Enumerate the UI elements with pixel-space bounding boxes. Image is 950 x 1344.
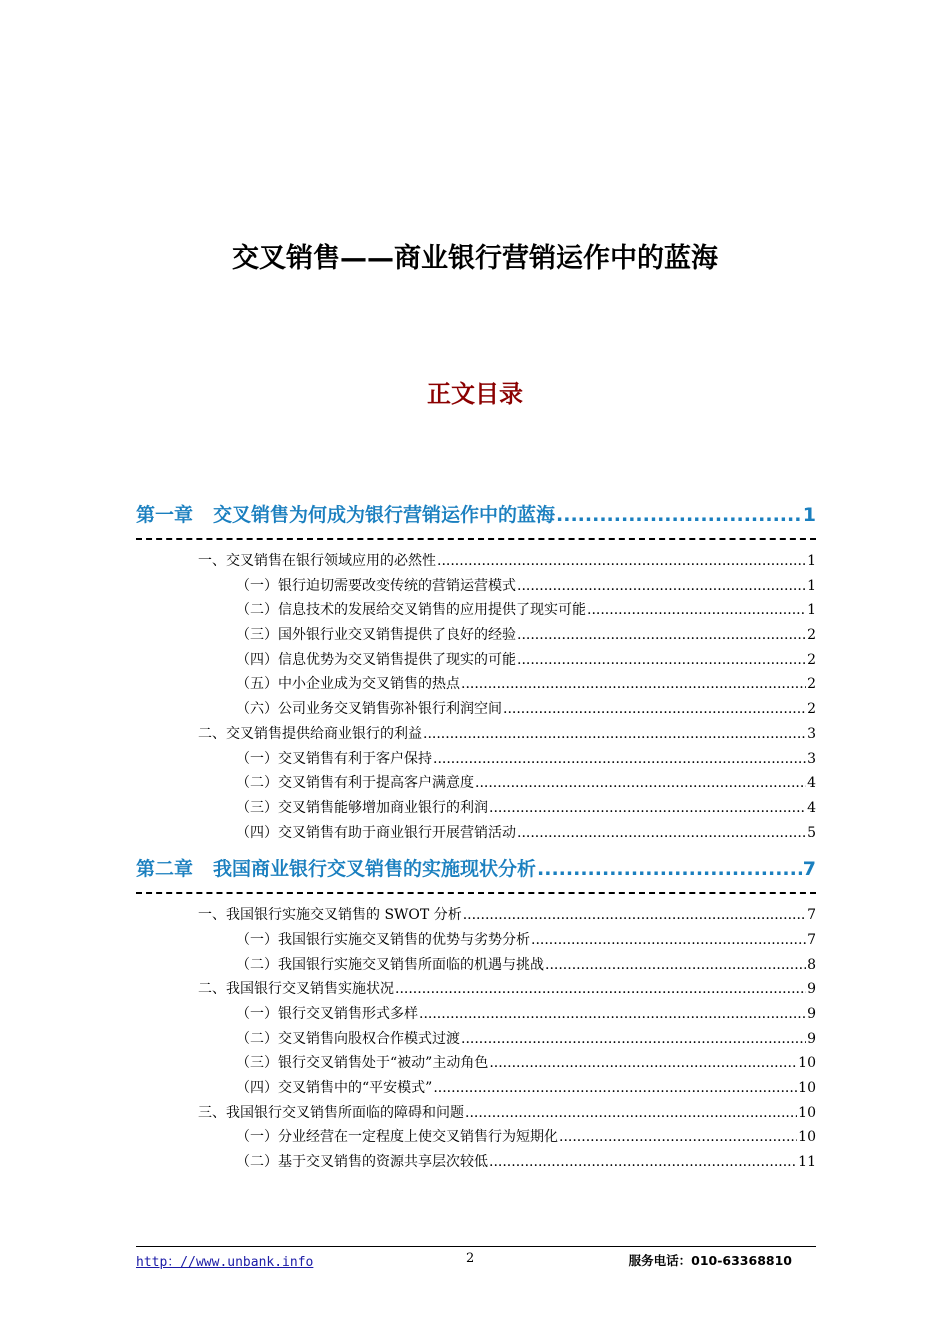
toc-chapter-2[interactable] [136, 854, 816, 890]
dot-leader [489, 1154, 797, 1170]
dot-leader [517, 652, 806, 668]
dot-leader [489, 1055, 797, 1071]
entry-text: （一）我国银行实施交叉销售的优势与劣势分析 [236, 931, 530, 948]
entry-text: （一）银行交叉销售形式多样 [236, 1006, 418, 1022]
website-link[interactable]: http：//www.unbank.info [136, 1255, 314, 1270]
entry-text: （二）我国银行实施交叉销售所面临的机遇与挑战 [236, 956, 544, 973]
entry-text: （一）分业经营在一定程度上使交叉销售行为短期化 [236, 1129, 558, 1146]
chapter-divider [136, 892, 816, 894]
toc-entry[interactable] [136, 550, 816, 575]
entry-page: 1 [807, 577, 816, 594]
dot-leader [587, 602, 806, 618]
dot-leader [475, 775, 806, 791]
table-of-contents [136, 500, 816, 1176]
entry-text: （五）中小企业成为交叉销售的热点 [236, 676, 460, 693]
dot-leader [559, 1129, 797, 1145]
document-title: 交叉销售——商业银行营销运作中的蓝海 [232, 243, 718, 274]
entry-text: （一）交叉销售有利于客户保持 [236, 750, 432, 767]
entry-page: 8 [807, 956, 816, 973]
toc-entry[interactable] [136, 1003, 816, 1028]
entry-text: （四）信息优势为交叉销售提供了现实的可能 [236, 651, 516, 668]
entry-page: 5 [807, 824, 816, 841]
page-footer [136, 1246, 816, 1270]
entry-text: （三）银行交叉销售处于“被动”主动角色 [236, 1055, 489, 1072]
dot-leader [395, 981, 806, 997]
entry-page: 10 [798, 1055, 816, 1072]
dot-leader [437, 553, 806, 569]
toc-entry[interactable] [136, 1102, 816, 1127]
entry-text: （四）交叉销售中的“平安模式” [236, 1080, 433, 1097]
toc-entry[interactable] [136, 772, 816, 797]
entry-page: 1 [807, 602, 816, 619]
toc-entry[interactable] [136, 624, 816, 649]
dot-leader [433, 751, 806, 767]
dot-leader [419, 1006, 806, 1022]
toc-entry[interactable] [136, 748, 816, 773]
toc-entry[interactable] [136, 1151, 816, 1176]
toc-entry[interactable] [136, 599, 816, 624]
entry-text: （一）银行迫切需要改变传统的营销运营模式 [236, 577, 516, 594]
toc-entry[interactable] [136, 673, 816, 698]
entry-page: 3 [807, 725, 816, 742]
entry-page: 10 [798, 1104, 816, 1121]
chapter-number: 第一章 [136, 504, 194, 526]
toc-entry[interactable] [136, 822, 816, 847]
toc-entry[interactable] [136, 797, 816, 822]
entry-page: 9 [807, 1030, 816, 1047]
dot-leader [463, 907, 806, 923]
chapter-number: 第二章 [136, 858, 194, 881]
chapter-page: 1 [802, 504, 816, 526]
page-number: 2 [466, 1251, 475, 1266]
toc-entry[interactable] [136, 1077, 816, 1102]
toc-entry[interactable] [136, 698, 816, 723]
entry-text: 三、我国银行交叉销售所面临的障碍和问题 [198, 1104, 464, 1121]
entry-page: 2 [807, 676, 816, 693]
dot-leader [461, 1031, 806, 1047]
dot-leader [556, 504, 802, 526]
entry-text: 二、交叉销售提供给商业银行的利益 [198, 725, 422, 742]
entry-text: （二）交叉销售向股权合作模式过渡 [236, 1030, 460, 1047]
entry-page: 11 [798, 1154, 816, 1171]
entry-text: （二）交叉销售有利于提高客户满意度 [236, 775, 474, 792]
dot-leader [537, 858, 802, 880]
entry-page: 7 [807, 907, 816, 924]
dot-leader [489, 800, 806, 816]
entry-page: 1 [807, 553, 816, 569]
dot-leader [465, 1105, 797, 1121]
entry-page: 10 [798, 1129, 816, 1146]
entry-page: 4 [807, 799, 816, 816]
entry-text: （四）交叉销售有助于商业银行开展营销活动 [236, 824, 516, 841]
entry-page: 2 [807, 627, 816, 644]
entry-text: 二、我国银行交叉销售实施状况 [198, 981, 394, 998]
chapter-page: 7 [802, 858, 816, 881]
entry-text: （六）公司业务交叉销售弥补银行利润空间 [236, 701, 502, 718]
service-phone: 服务电话：010-63368810 [628, 1253, 792, 1268]
toc-entry[interactable] [136, 1126, 816, 1151]
entry-text: （三）交叉销售能够增加商业银行的利润 [236, 799, 488, 816]
dot-leader [531, 932, 806, 948]
toc-entry[interactable] [136, 723, 816, 748]
toc-entry[interactable] [136, 1052, 816, 1077]
dot-leader [461, 676, 806, 692]
entry-page: 7 [807, 931, 816, 948]
entry-page: 2 [807, 651, 816, 668]
dot-leader [433, 1080, 797, 1096]
toc-entry[interactable] [136, 649, 816, 674]
chapter-divider [136, 538, 816, 540]
entry-text: 一、我国银行实施交叉销售的 SWOT 分析 [198, 907, 462, 924]
toc-heading: 正文目录 [427, 380, 523, 408]
toc-entry[interactable] [136, 954, 816, 979]
toc-entry[interactable] [136, 575, 816, 600]
toc-entry[interactable] [136, 1028, 816, 1053]
chapter-title: 我国商业银行交叉销售的实施现状分析 [213, 858, 537, 881]
dot-leader [517, 825, 806, 841]
dot-leader [423, 726, 806, 742]
entry-page: 4 [807, 775, 816, 792]
entry-text: （二）信息技术的发展给交叉销售的应用提供了现实可能 [236, 602, 586, 619]
entry-page: 10 [798, 1080, 816, 1097]
toc-entry[interactable] [136, 929, 816, 954]
entry-page: 9 [807, 981, 816, 998]
chapter-title: 交叉销售为何成为银行营销运作中的蓝海 [213, 504, 556, 526]
entry-page: 9 [807, 1006, 816, 1022]
entry-text: （三）国外银行业交叉销售提供了良好的经验 [236, 627, 516, 644]
entry-page: 2 [807, 701, 816, 718]
dot-leader [517, 578, 806, 594]
toc-entry[interactable] [136, 978, 816, 1003]
entry-text: 一、交叉销售在银行领域应用的必然性 [198, 553, 436, 569]
dot-leader [517, 627, 806, 643]
toc-chapter-1[interactable] [136, 500, 816, 536]
entry-page: 3 [807, 750, 816, 767]
dot-leader [545, 957, 806, 973]
toc-entry[interactable] [136, 904, 816, 929]
entry-text: （二）基于交叉销售的资源共享层次较低 [236, 1154, 488, 1171]
dot-leader [503, 701, 806, 717]
